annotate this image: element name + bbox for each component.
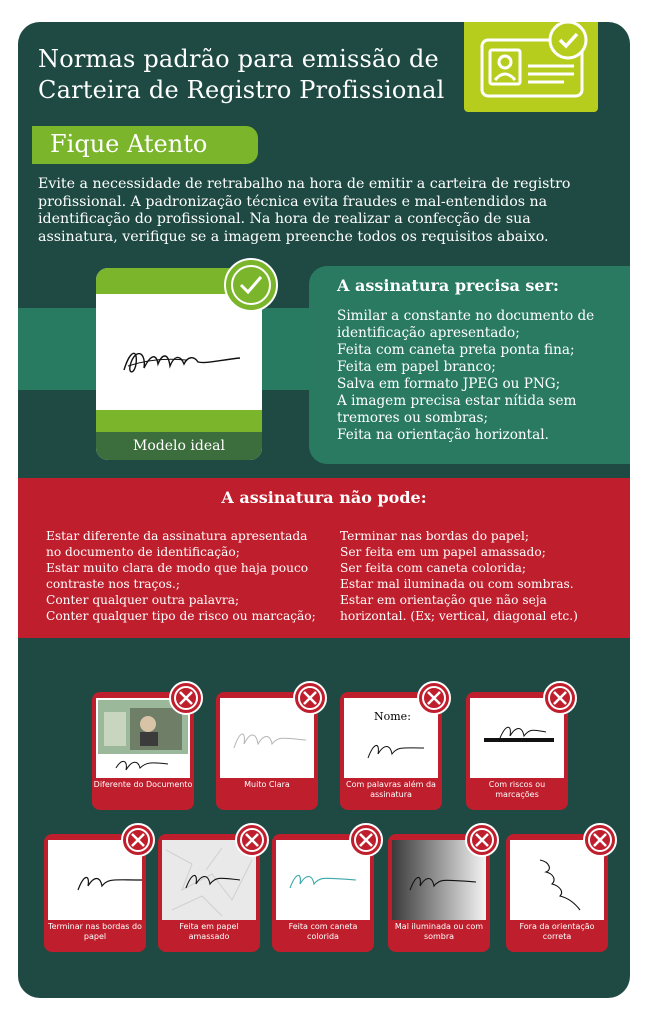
restrictions-left-list [46, 528, 316, 624]
example-marks [466, 692, 568, 810]
example-caption: Mal iluminada ou com sombra [394, 922, 484, 941]
restrictions-panel [18, 478, 630, 638]
example-too-light [216, 692, 318, 810]
requirement-item: Feita com caneta preta ponta fina; [337, 342, 575, 358]
restrictions-title: A assinatura não pode: [221, 488, 427, 507]
example-extra-words [340, 692, 442, 810]
example-caption: Feita com caneta colorida [288, 922, 358, 941]
ideal-bottom-bar [96, 410, 262, 432]
example-different-document [92, 692, 194, 810]
restriction-item: Ser feita com caneta colorida; [340, 561, 527, 575]
example-caption: Com palavras além da assinatura [346, 780, 436, 799]
prohibited-icon [416, 680, 452, 716]
prohibited-icon [120, 822, 156, 858]
attention-label [32, 126, 258, 164]
prohibited-icon [348, 822, 384, 858]
restrictions-right-list [340, 528, 602, 624]
check-circle-icon [223, 257, 279, 313]
restriction-item: Ser feita em um papel amassado; [340, 545, 546, 559]
infographic-card [18, 22, 630, 998]
prohibited-icon [464, 822, 500, 858]
id-card-badge [464, 22, 598, 112]
requirements-panel [309, 266, 630, 464]
restriction-item: Estar mal iluminada ou com sombras. [340, 577, 574, 591]
restriction-item: Estar em orientação que não seja horizontal. (Ex; vertical, diagonal etc.) [340, 593, 578, 623]
example-caption: Diferente do Documento [93, 780, 193, 789]
example-poor-lighting [388, 834, 490, 952]
page-title [38, 44, 445, 106]
prohibited-icon [234, 822, 270, 858]
example-edge [44, 834, 146, 952]
ideal-model-label: Modelo ideal [96, 432, 262, 460]
example-caption: Com riscos ou marcações [488, 780, 546, 799]
restriction-item: Conter qualquer outra palavra; [46, 593, 240, 607]
example-caption: Fora da orientação correta [519, 922, 595, 941]
requirement-item: Salva em formato JPEG ou PNG; [337, 376, 561, 392]
restriction-item: Conter qualquer tipo de risco ou marcação; [46, 609, 316, 623]
requirement-item: Feita em papel branco; [337, 359, 496, 375]
prohibited-icon [542, 680, 578, 716]
prohibited-icon [582, 822, 618, 858]
id-card-check-icon [464, 22, 598, 112]
requirements-title: A assinatura precisa ser: [337, 276, 559, 295]
example-wrong-orientation [506, 834, 608, 952]
example-caption: Terminar nas bordas do papel [48, 922, 142, 941]
restriction-item: Estar diferente da assinatura apresentada no documento de identificação; [46, 529, 308, 559]
example-crumpled-paper [158, 834, 260, 952]
title-line-2: Carteira de Registro Profissional [38, 76, 445, 104]
example-caption: Muito Clara [244, 780, 290, 789]
prohibited-icon [168, 680, 204, 716]
requirement-item: Similar a constante no documento de identificação apresentado; [337, 308, 595, 341]
title-line-1: Normas padrão para emissão de [38, 45, 439, 73]
restriction-item: Terminar nas bordas do papel; [340, 529, 529, 543]
intro-text: Evite a necessidade de retrabalho na hora de emitir a carteira de registro profissional. A padronização técnica evita fraudes e mal-entendidos na identificação do profissional. Na hora de realizar a confecção de sua assinatura, verifique se a imagem preenche todos os requisitos abaixo. [38, 176, 571, 245]
example-caption: Feita em papel amassado [179, 922, 239, 941]
requirement-item: A imagem precisa estar nítida sem tremores ou sombras; [337, 393, 577, 426]
restriction-item: Estar muito clara de modo que haja pouco contraste nos traços.; [46, 561, 309, 591]
extra-word: Nome: [374, 710, 411, 723]
attention-label-text: Fique Atento [50, 130, 208, 158]
ideal-signature [116, 330, 246, 390]
prohibited-icon [292, 680, 328, 716]
requirement-item: Feita na orientação horizontal. [337, 427, 549, 443]
requirements-list [337, 308, 607, 444]
example-colored-pen [272, 834, 374, 952]
